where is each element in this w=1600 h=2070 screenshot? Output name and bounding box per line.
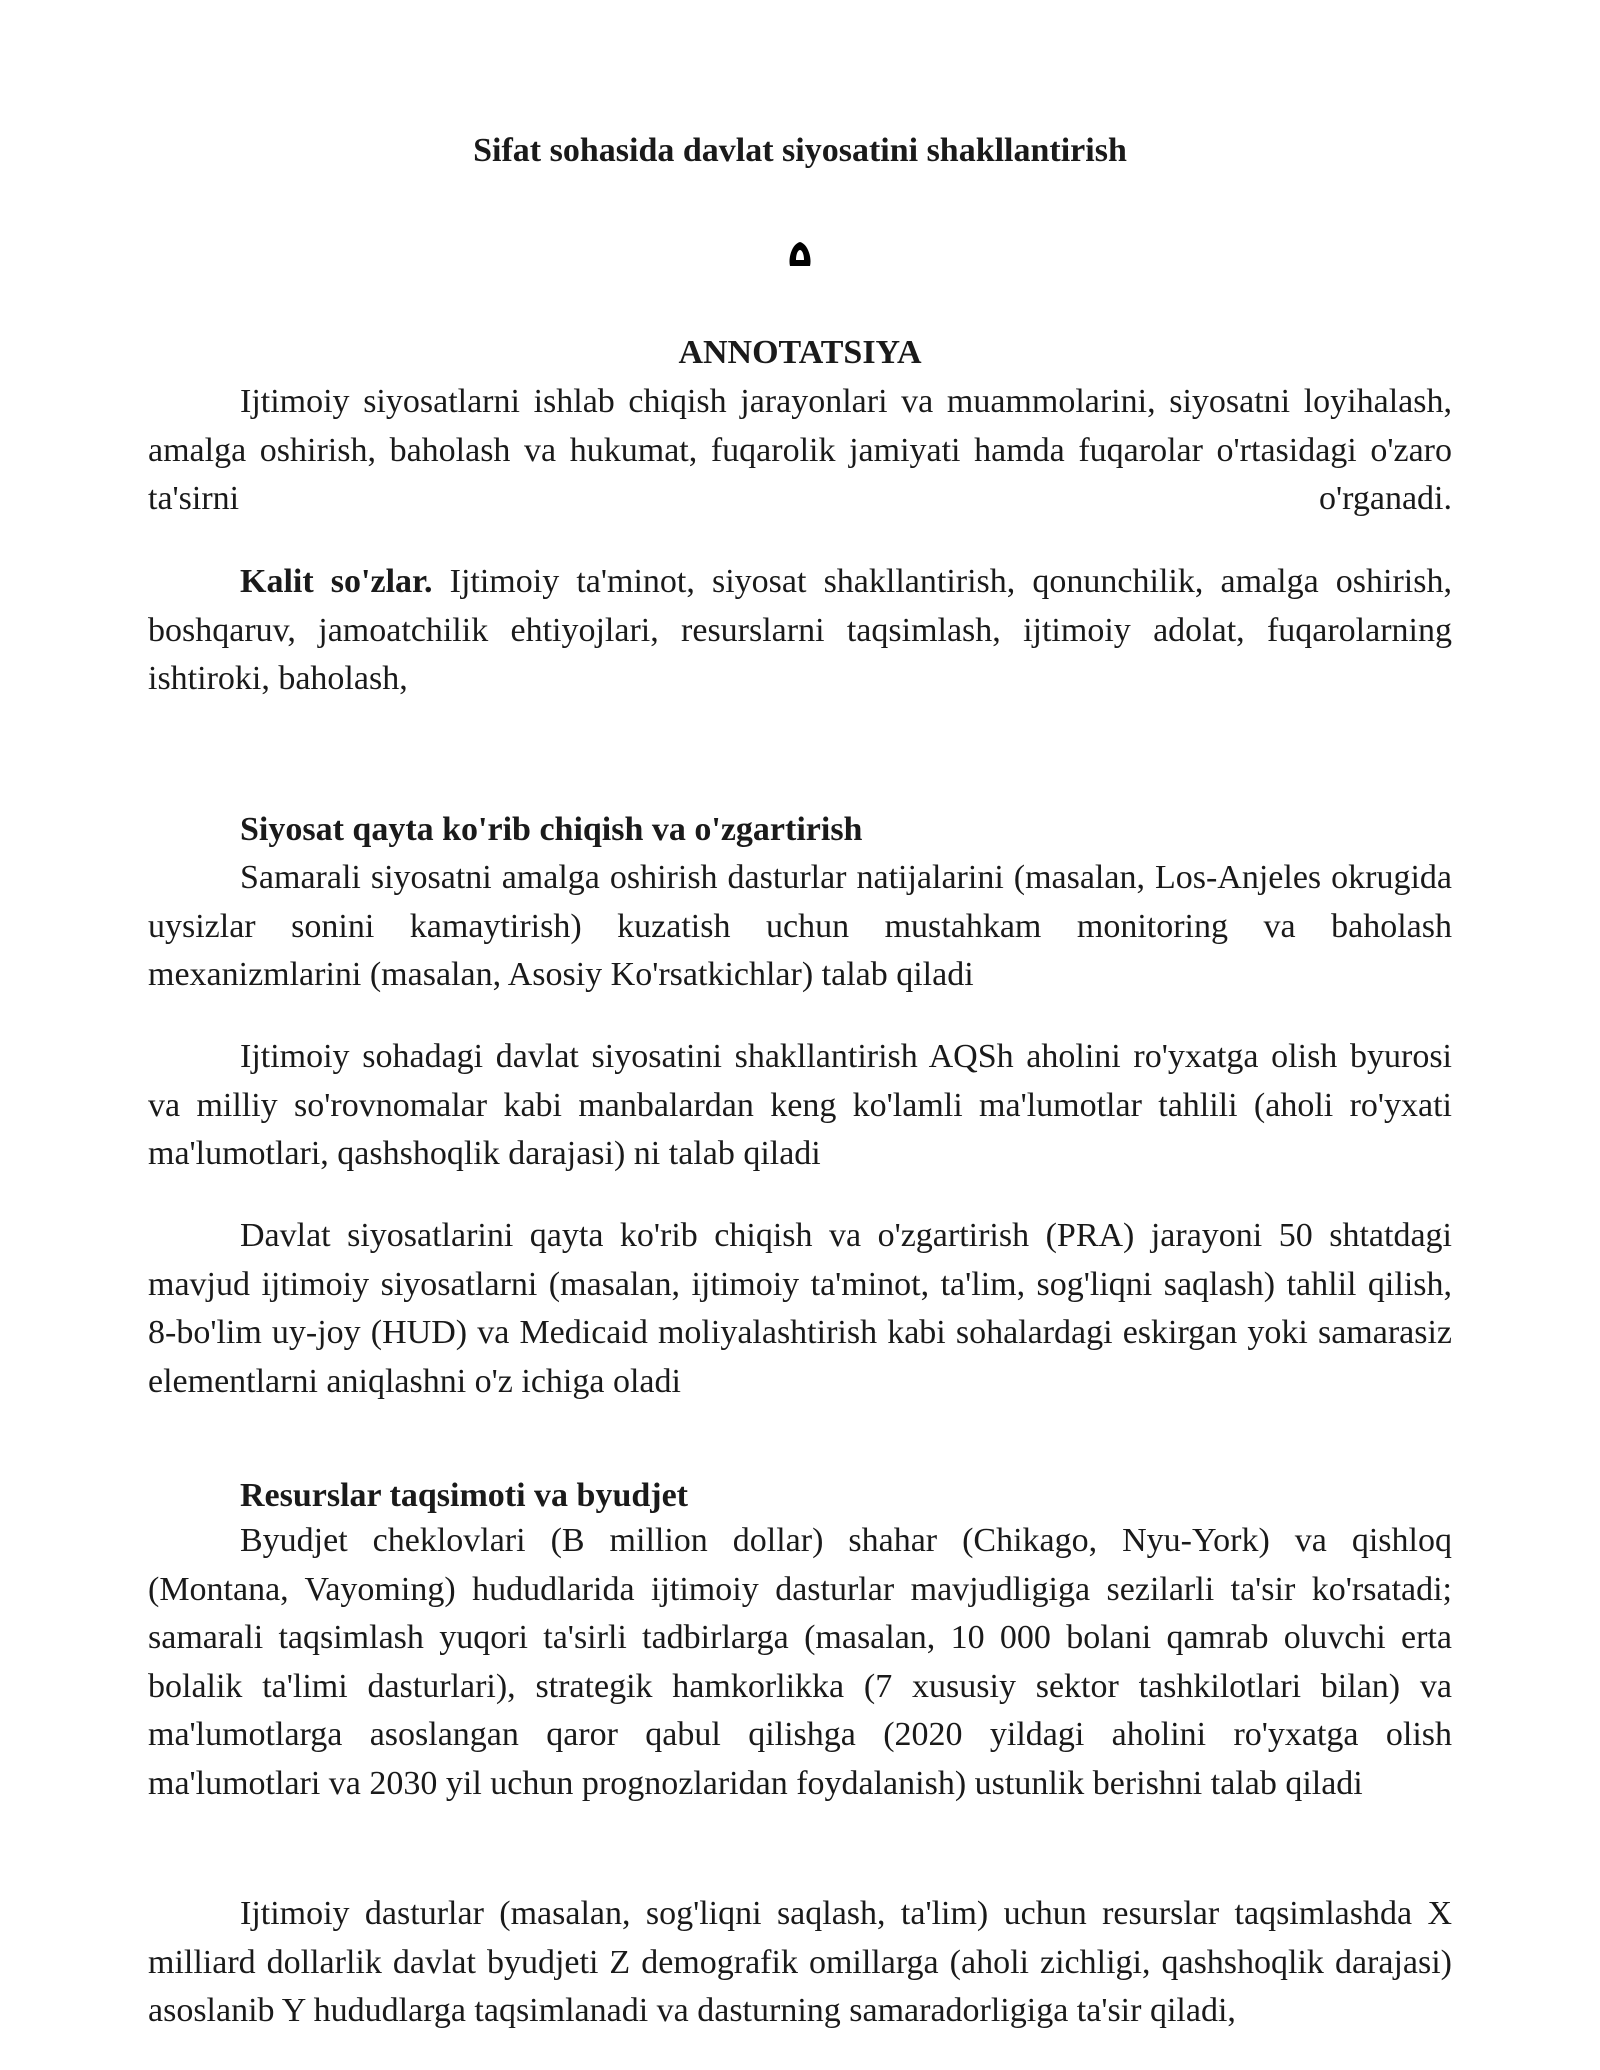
section2-paragraph-1: Byudjet cheklovlari (B million dollar) shahar (Chikago, Nyu-York) va qishloq (Montana, Vayoming) hududlarida ijtimoiy dasturlar mavjudligiga sezilarli ta'sir ko'rsatadi; samarali taqsimlash yuqori ta'sirli tadbirlarga (masalan, 10 000 bolani qamrab oluvchi erta bolalik ta'limi dasturlari), strategik hamkorlikka (7 xususiy sektor tashkilotlari bilan) va ma'lumotlarga asoslangan qaror qabul qilishga (2020 yildagi aholini ro'yxatga olish ma'lumotlari va 2030 yil uchun prognozlaridan foydalanish) ustunlik berishni talab qiladi — [148, 1522, 1452, 1802]
section1-paragraph-3: Davlat siyosatlarini qayta ko'rib chiqish va o'zgartirish (PRA) jarayoni 50 shtatdagi mavjud ijtimoiy siyosatlarni (masalan, ijtimoiy ta'minot, ta'lim, sog'liqni saqlash) tahlil qilish, 8-bo'lim uy-joy (HUD) va Medicaid moliyalashtirish kabi sohalardagi eskirgan yoki samarasiz elementlarni aniqlashni o'z ichiga oladi — [148, 1217, 1452, 1400]
keywords-paragraph — [148, 558, 1452, 704]
document-title: Sifat sohasida davlat siyosatini shakllantirish — [473, 132, 1127, 169]
section-heading-policy-review: Siyosat qayta ko'rib chiqish va o'zgartirish — [240, 811, 863, 848]
annotation-paragraph: Ijtimoiy siyosatlarni ishlab chiqish jarayonlari va muammolarini, siyosatni loyihalash, amalga oshirish, baholash va hukumat, fuqarolik jamiyati hamda fuqarolar o'rtasidagi o'zaro ta'sirni o'rganadi. — [148, 383, 1452, 517]
keywords-text: Ijtimoiy ta'minot, siyosat shakllantirish, qonunchilik, amalga oshirish, boshqaruv, jamoatchilik ehtiyojlari, resurslarni taqsimlash, ijtimoiy adolat, fuqarolarning ishtiroki, baholash, — [148, 563, 1452, 697]
section1-paragraph-2: Ijtimoiy sohadagi davlat siyosatini shakllantirish AQSh aholini ro'yxatga olish byurosi va milliy so'rovnomalar kabi manbalardan keng ko'lamli ma'lumotlar tahlili (aholi ro'yxati ma'lumotlari, qashshoqlik darajasi) ni talab qiladi — [148, 1038, 1452, 1172]
keywords-label: Kalit so'zlar. — [240, 563, 433, 600]
annotation-heading: ANNOTATSIYA — [678, 334, 922, 371]
section-heading-resources-budget: Resurslar taqsimoti va byudjet — [240, 1477, 688, 1514]
section1-paragraph-1: Samarali siyosatni amalga oshirish dasturlar natijalarini (masalan, Los-Anjeles okrugida uysizlar sonini kamaytirish) kuzatish uchun mustahkam monitoring va baholash mexanizmlarini (masalan, Asosiy Ko'rsatkichlar) talab qiladi — [148, 859, 1452, 993]
section2-paragraph-2: Ijtimoiy dasturlar (masalan, sog'liqni saqlash, ta'lim) uchun resurslar taqsimlashda X milliard dollarlik davlat byudjeti Z demografik omillarga (aholi zichligi, qashshoqlik darajasi) asoslanib Y hududlarga taqsimlanadi va dasturning samaradorligiga ta'sir qiladi, — [148, 1895, 1452, 2029]
symbol-glyph-icon — [784, 232, 816, 272]
